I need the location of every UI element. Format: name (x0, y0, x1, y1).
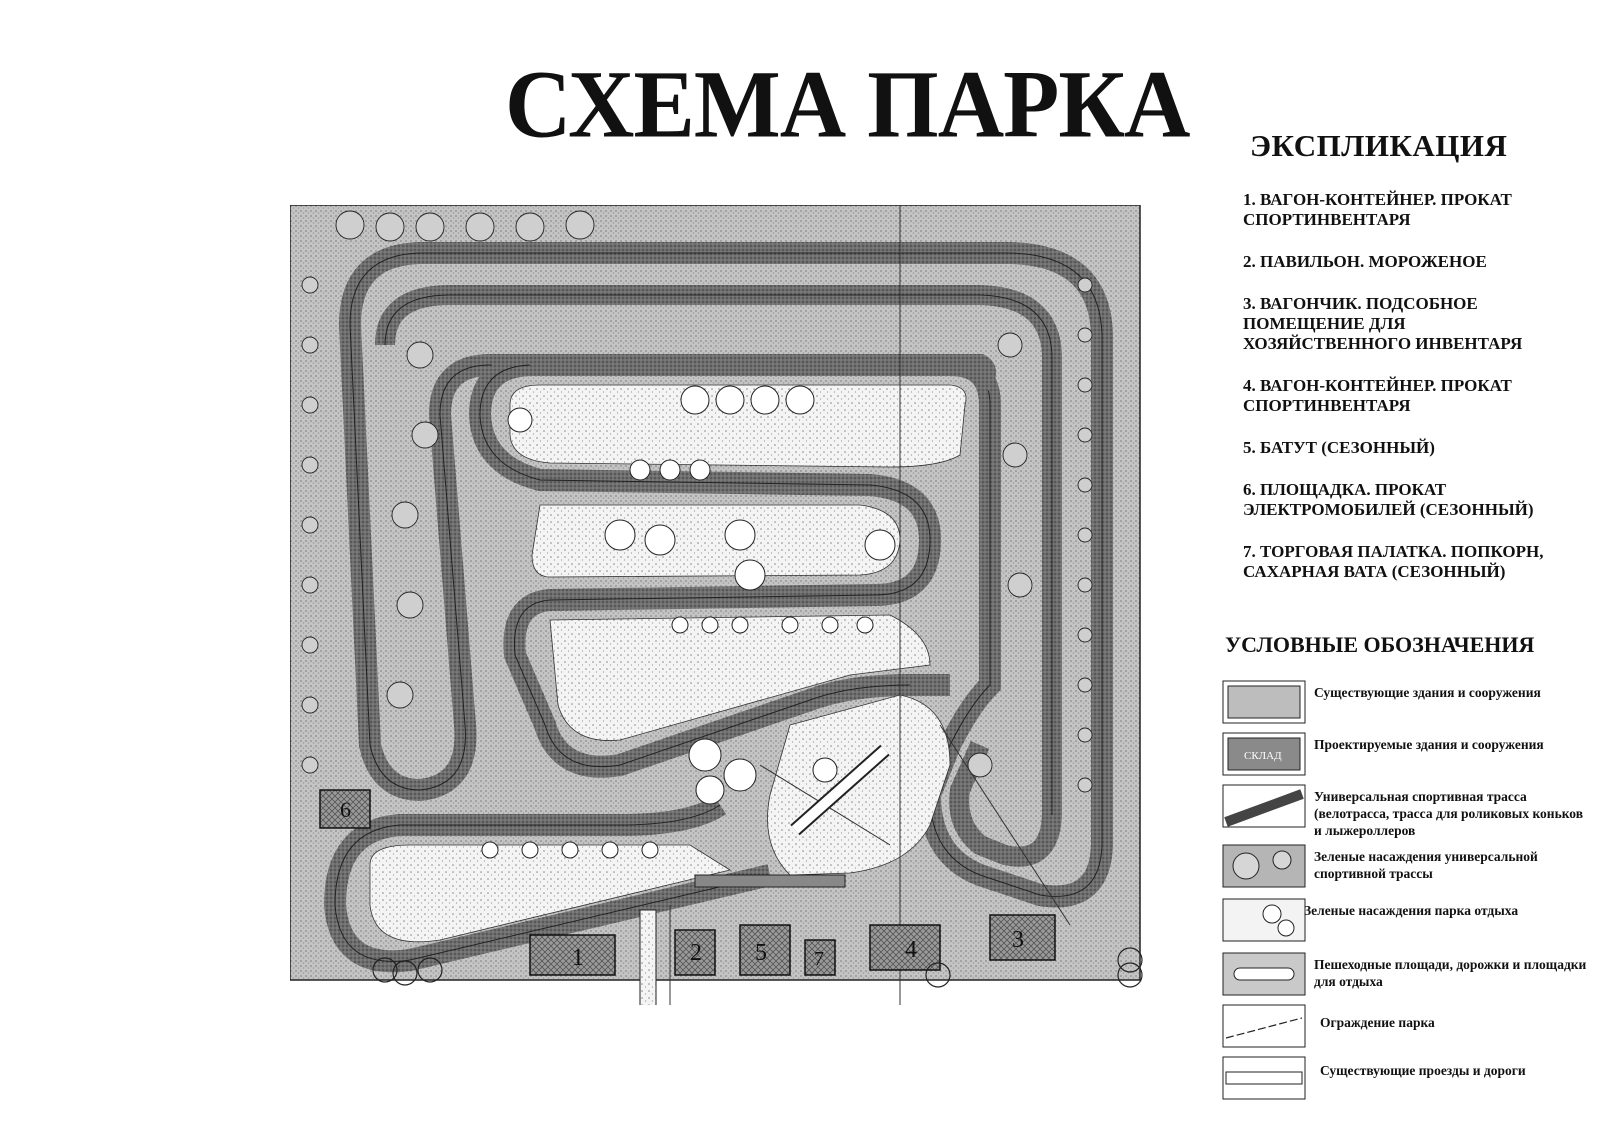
legend-label: Существующие проезды и дороги (1320, 1063, 1526, 1078)
explication-item: 7. ТОРГОВАЯ ПАЛАТКА. ПОПКОРН, САХАРНАЯ ВАТА (СЕЗОННЫЙ) (1243, 542, 1544, 581)
building-3-label: 3 (1012, 927, 1024, 953)
building-5-label: 5 (755, 940, 767, 966)
explication-list (1243, 190, 1573, 604)
explication-item: 5. БАТУТ (СЕЗОННЫЙ) (1243, 438, 1435, 457)
legend-row-park-greenery (1222, 898, 1592, 946)
park-plan (290, 205, 1150, 1005)
legend-label: Зеленые насаждения парка отдыха (1304, 903, 1519, 918)
existing-building-icon (1222, 680, 1306, 724)
explication-item: 3. ВАГОНЧИК. ПОДСОБНОЕ ПОМЕЩЕНИЕ ДЛЯ ХОЗЯЙСТВЕННОГО ИНВЕНТАРЯ (1243, 294, 1523, 353)
planned-building-icon (1222, 732, 1306, 776)
explication-item: 4. ВАГОН-КОНТЕЙНЕР. ПРОКАТ СПОРТИНВЕНТАРЯ (1243, 376, 1512, 415)
park-greenery-icon (1222, 898, 1306, 942)
building-6-label: 6 (340, 797, 351, 822)
road-icon (1222, 1056, 1306, 1100)
fence-icon (1222, 1004, 1306, 1048)
legend-label: Ограждение парка (1320, 1015, 1435, 1030)
legend-label: Проектируемые здания и сооружения (1314, 737, 1544, 752)
entrance-road (695, 875, 845, 887)
legend-row-existing (1222, 680, 1592, 728)
legend-row-track-greenery (1222, 844, 1592, 892)
track-greenery-icon (1222, 844, 1306, 888)
legend-label: Универсальная спортивная трасса (велотрасса, трасса для роликовых коньков и лыжероллеров (1314, 789, 1584, 838)
explication-heading: ЭКСПЛИКАЦИЯ (1250, 128, 1508, 163)
legend-label: Пешеходные площади, дорожки и площадки для отдыха (1314, 957, 1587, 989)
legend-row-fence (1222, 1004, 1592, 1052)
building-7-label: 7 (814, 948, 824, 970)
legend-heading: УСЛОВНЫЕ ОБОЗНАЧЕНИЯ (1225, 632, 1535, 657)
building-2-label: 2 (690, 940, 702, 966)
legend-row-pedestrian (1222, 952, 1592, 1000)
plaza-fountain (813, 758, 837, 782)
explication-item: 1. ВАГОН-КОНТЕЙНЕР. ПРОКАТ СПОРТИНВЕНТАРЯ (1243, 190, 1512, 229)
page-title: СХЕМА ПАРКА (505, 50, 1190, 158)
explication-item: 2. ПАВИЛЬОН. МОРОЖЕНОЕ (1243, 252, 1487, 271)
sport-track-icon (1222, 784, 1306, 828)
legend-row-planned (1222, 732, 1592, 780)
building-1-label: 1 (572, 945, 584, 971)
legend-label: Существующие здания и сооружения (1314, 685, 1541, 700)
legend-row-track (1222, 784, 1592, 838)
entrance-path (640, 910, 656, 1005)
explication-item: 6. ПЛОЩАДКА. ПРОКАТ ЭЛЕКТРОМОБИЛЕЙ (СЕЗОННЫЙ) (1243, 480, 1534, 519)
building-4-label: 4 (905, 937, 917, 963)
lawn-middle (532, 505, 900, 577)
legend-label: Зеленые насаждения универсальной спортивной трассы (1314, 849, 1538, 881)
planned-building-box-text: СКЛАД (1244, 750, 1282, 762)
legend-row-road (1222, 1056, 1592, 1104)
pedestrian-area-icon (1222, 952, 1306, 996)
